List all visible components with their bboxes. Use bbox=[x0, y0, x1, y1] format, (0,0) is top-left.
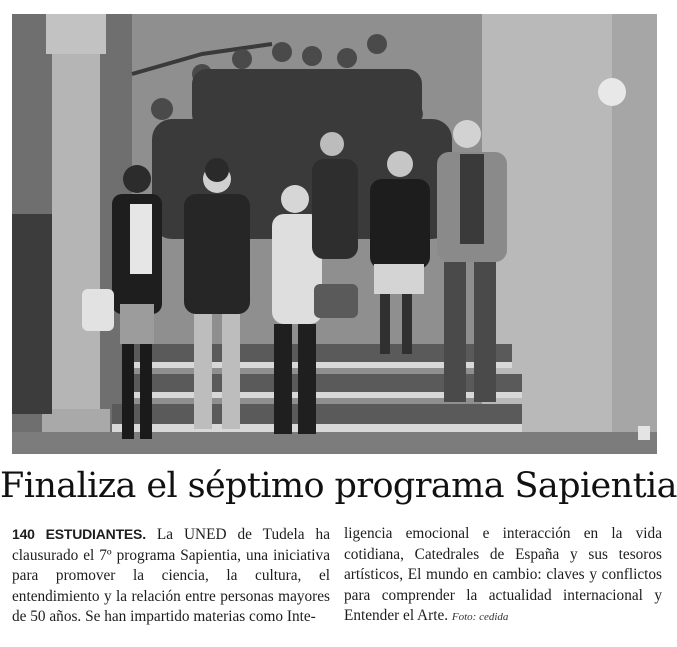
headline: Finaliza el séptimo programa Sapientia bbox=[0, 466, 677, 506]
article-col1-text: La UNED de Tudela ha clausurado el 7º programa Sapientia, una iniciativa para promover la ciencia, la cultura, el entendimiento y la relación entre personas mayores de 50 años. Se han impartido materias como Inte- bbox=[12, 526, 330, 625]
photo-credit: Foto: cedida bbox=[451, 611, 509, 623]
group-photo bbox=[12, 14, 657, 454]
article-body bbox=[12, 524, 662, 628]
article-col2-text: ligencia emocional e interacción en la vida cotidiana, Catedrales de España y sus tesoros artísticos, El mundo en cambio: claves y conflictos para comprender la actualidad internacional y Entender el Arte. bbox=[344, 525, 662, 624]
article-column-1 bbox=[12, 524, 330, 628]
article-lead: 140 ESTUDIANTES. bbox=[12, 526, 146, 542]
group-photo-illustration bbox=[12, 14, 657, 454]
article-column-2 bbox=[344, 524, 662, 628]
